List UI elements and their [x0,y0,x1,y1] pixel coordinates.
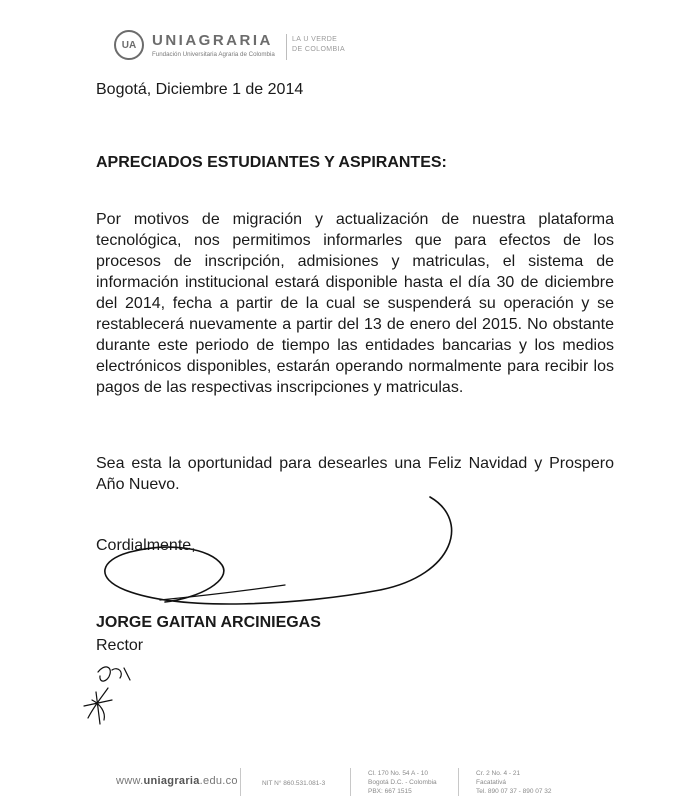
logo-name: UNIAGRARIA [152,32,273,49]
footer-divider [350,768,351,796]
salutation: APRECIADOS ESTUDIANTES Y ASPIRANTES: [96,154,447,171]
footer-website [116,775,238,787]
logo-emblem-icon: UA [114,30,144,60]
address-line: Tel. 890 07 37 - 890 07 32 [476,788,552,795]
body-paragraph-2: Sea esta la oportunidad para desearles una Feliz Navidad y Prospero Año Nuevo. [96,455,614,493]
logo-subtitle: Fundación Universitaria Agraria de Colombia [152,51,275,58]
website-domain: uniagraria [143,775,200,787]
footer-divider [240,768,241,796]
closing: Cordialmente, [96,537,196,554]
address-line: Bogotá D.C. - Colombia [368,779,437,786]
address-line: Cr. 2 No. 4 - 21 [476,770,521,777]
website-suffix: .edu.co [199,775,238,787]
address-line: Facatativá [476,779,506,786]
logo-tagline-line2: DE COLOMBIA [292,46,346,53]
place-date: Bogotá, Diciembre 1 de 2014 [96,81,304,98]
logo-tagline-line1: LA U VERDE [292,36,338,43]
signer-title: Rector [96,637,144,654]
address-line: PBX: 667 1515 [368,788,412,795]
website-prefix: www. [116,775,144,787]
signer-name: JORGE GAITAN ARCINIEGAS [96,614,321,631]
body-paragraph-1: Por motivos de migración y actualización de nuestra plataforma tecnológica, nos permitimos informarles que para efectos de los procesos de inscripción, admisiones y matriculas, el sistema de información institucional estará disponible hasta el día 30 de diciembre del 2014, fecha a partir de la cual se suspenderá su operación y se restablecerá nuevamente a partir del 13 de enero del 2015. No obstante durante este periodo de tiempo las entidades bancarias y los medios electrónicos disponibles, estarán operando normalmente para recibir los pagos de las respectivas inscripciones y matriculas. [96,211,614,396]
footer-address-bogota [368,769,437,796]
address-line: Cl. 170 No. 54 A - 10 [368,770,428,777]
footer-nit: NIT N° 860.531.081-3 [262,780,326,787]
footer-divider [458,768,459,796]
footer-address-facatativa [476,769,552,796]
